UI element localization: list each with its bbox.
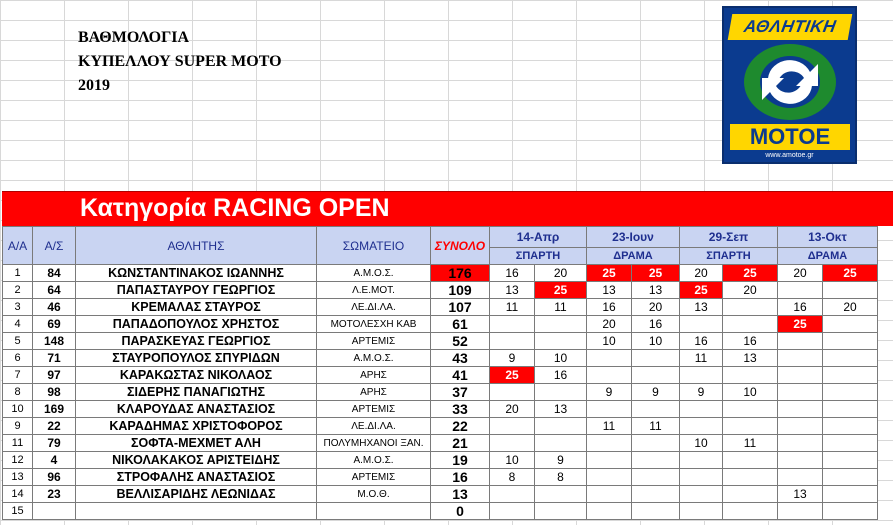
row-points-cell[interactable] (778, 503, 823, 520)
row-points-cell[interactable] (587, 452, 632, 469)
row-position-cell[interactable]: 9 (3, 418, 33, 435)
row-bike-number-cell[interactable]: 79 (33, 435, 76, 452)
row-club-cell[interactable]: ΛΕ.ΔΙ.ΛΑ. (317, 418, 431, 435)
row-points-cell[interactable] (632, 401, 680, 418)
table-row (3, 333, 878, 350)
standings-rows (3, 265, 878, 520)
row-points-cell[interactable]: 13 (587, 282, 632, 299)
row-points-cell[interactable] (490, 486, 535, 503)
row-points-cell[interactable] (778, 367, 823, 384)
row-points-cell[interactable] (778, 401, 823, 418)
row-position-cell[interactable]: 11 (3, 435, 33, 452)
row-points-cell[interactable] (490, 316, 535, 333)
category-title: Κατηγορία RACING OPEN (80, 194, 390, 222)
row-points-cell[interactable] (778, 350, 823, 367)
row-club-cell[interactable]: ΑΡΤΕΜΙΣ (317, 401, 431, 418)
row-points-cell[interactable]: 16 (535, 367, 587, 384)
row-points-cell[interactable] (778, 435, 823, 452)
row-points-cell[interactable]: 10 (723, 384, 778, 401)
row-points-cell[interactable] (680, 452, 723, 469)
row-points-cell[interactable] (587, 350, 632, 367)
row-points-cell[interactable] (723, 367, 778, 384)
row-points-cell[interactable] (680, 469, 723, 486)
row-points-cell[interactable] (587, 486, 632, 503)
row-total-cell[interactable]: 107 (431, 299, 490, 316)
row-points-cell[interactable] (823, 452, 878, 469)
row-points-cell[interactable]: 25 (823, 265, 878, 282)
table-row (3, 486, 878, 503)
row-bike-number-cell[interactable] (33, 503, 76, 520)
row-points-cell[interactable]: 11 (632, 418, 680, 435)
header-aa: Α/Α (3, 227, 33, 265)
row-total-cell[interactable]: 61 (431, 316, 490, 333)
row-points-cell[interactable] (535, 435, 587, 452)
row-points-cell[interactable]: 16 (723, 333, 778, 350)
row-athlete-name-cell[interactable]: ΚΑΡΑΔΗΜΑΣ ΧΡΙΣΤΟΦΟΡΟΣ (76, 418, 317, 435)
row-position-cell[interactable]: 12 (3, 452, 33, 469)
row-club-cell[interactable]: ΠΟΛΥΜΗΧΑΝΟΙ ΞΑΝ. (317, 435, 431, 452)
row-points-cell[interactable] (823, 435, 878, 452)
row-points-cell[interactable]: 11 (680, 350, 723, 367)
row-points-cell[interactable] (823, 367, 878, 384)
row-points-cell[interactable]: 9 (490, 350, 535, 367)
document-header (78, 26, 282, 98)
row-points-cell[interactable]: 10 (490, 452, 535, 469)
header-total: ΣΥΝΟΛΟ (431, 227, 490, 265)
row-athlete-name-cell[interactable]: ΒΕΛΛΙΣΑΡΙΔΗΣ ΛΕΩΝΙΔΑΣ (76, 486, 317, 503)
row-position-cell[interactable]: 13 (3, 469, 33, 486)
row-position-cell[interactable]: 5 (3, 333, 33, 350)
row-points-cell[interactable]: 11 (535, 299, 587, 316)
header-title-line1: ΒΑΘΜΟΛΟΓΙΑ (78, 29, 190, 46)
row-position-cell[interactable]: 2 (3, 282, 33, 299)
row-points-cell[interactable]: 25 (723, 265, 778, 282)
row-points-cell[interactable] (490, 435, 535, 452)
row-points-cell[interactable] (490, 384, 535, 401)
row-points-cell[interactable] (823, 316, 878, 333)
row-points-cell[interactable]: 9 (587, 384, 632, 401)
row-total-cell[interactable]: 33 (431, 401, 490, 418)
row-points-cell[interactable] (535, 333, 587, 350)
table-row (3, 384, 878, 401)
row-points-cell[interactable]: 13 (778, 486, 823, 503)
row-points-cell[interactable]: 9 (680, 384, 723, 401)
row-points-cell[interactable] (778, 452, 823, 469)
row-position-cell[interactable]: 15 (3, 503, 33, 520)
row-points-cell[interactable] (778, 282, 823, 299)
row-athlete-name-cell[interactable]: ΠΑΠΑΔΟΠΟΥΛΟΣ ΧΡΗΣΤΟΣ (76, 316, 317, 333)
row-total-cell[interactable]: 109 (431, 282, 490, 299)
logo-url: www.amotoe.gr (765, 152, 814, 159)
row-athlete-name-cell[interactable]: ΝΙΚΟΛΑΚΑΚΟΣ ΑΡΙΣΤΕΙΔΗΣ (76, 452, 317, 469)
row-points-cell[interactable] (587, 435, 632, 452)
row-club-cell[interactable]: Μ.Ο.Θ. (317, 486, 431, 503)
event-venue-2: ΔΡΑΜΑ (587, 248, 680, 265)
row-points-cell[interactable] (823, 401, 878, 418)
row-bike-number-cell[interactable]: 4 (33, 452, 76, 469)
row-bike-number-cell[interactable]: 64 (33, 282, 76, 299)
row-total-cell[interactable]: 16 (431, 469, 490, 486)
event-venue-1: ΣΠΑΡΤΗ (490, 248, 587, 265)
row-points-cell[interactable]: 20 (535, 265, 587, 282)
row-bike-number-cell[interactable]: 71 (33, 350, 76, 367)
row-points-cell[interactable] (587, 401, 632, 418)
row-club-cell[interactable]: ΜΟΤΟΛΕΣΧΗ ΚΑΒ (317, 316, 431, 333)
row-points-cell[interactable] (823, 469, 878, 486)
row-bike-number-cell[interactable]: 84 (33, 265, 76, 282)
header-title-line2: ΚΥΠΕΛΛΟΥ SUPER MOTO (78, 53, 282, 70)
row-club-cell[interactable]: ΑΡΗΣ (317, 384, 431, 401)
row-total-cell[interactable]: 37 (431, 384, 490, 401)
row-points-cell[interactable] (535, 418, 587, 435)
row-points-cell[interactable]: 16 (778, 299, 823, 316)
row-bike-number-cell[interactable]: 46 (33, 299, 76, 316)
row-points-cell[interactable] (723, 316, 778, 333)
row-club-cell[interactable]: Α.Μ.Ο.Σ. (317, 452, 431, 469)
header-as: Α/Σ (33, 227, 76, 265)
federation-logo (722, 6, 857, 164)
table-row (3, 418, 878, 435)
row-bike-number-cell[interactable]: 97 (33, 367, 76, 384)
row-club-cell[interactable]: Λ.Ε.ΜΟΤ. (317, 282, 431, 299)
row-points-cell[interactable]: 10 (680, 435, 723, 452)
table-row (3, 350, 878, 367)
row-points-cell[interactable] (823, 486, 878, 503)
row-athlete-name-cell[interactable]: ΚΑΡΑΚΩΣΤΑΣ ΝΙΚΟΛΑΟΣ (76, 367, 317, 384)
row-points-cell[interactable]: 8 (535, 469, 587, 486)
row-points-cell[interactable] (723, 452, 778, 469)
row-points-cell[interactable] (680, 486, 723, 503)
row-total-cell[interactable]: 0 (431, 503, 490, 520)
row-club-cell[interactable]: ΑΡΗΣ (317, 367, 431, 384)
row-club-cell[interactable]: ΑΡΤΕΜΙΣ (317, 469, 431, 486)
row-position-cell[interactable]: 7 (3, 367, 33, 384)
row-club-cell[interactable]: ΑΡΤΕΜΙΣ (317, 333, 431, 350)
row-position-cell[interactable]: 8 (3, 384, 33, 401)
logo-top-word: ΑΘΛΗΤΙΚΗ (728, 14, 853, 40)
row-total-cell[interactable]: 13 (431, 486, 490, 503)
row-total-cell[interactable]: 22 (431, 418, 490, 435)
row-points-cell[interactable]: 25 (778, 316, 823, 333)
row-points-cell[interactable] (490, 503, 535, 520)
table-row (3, 265, 878, 282)
row-points-cell[interactable] (680, 367, 723, 384)
row-points-cell[interactable]: 16 (680, 333, 723, 350)
row-points-cell[interactable] (823, 350, 878, 367)
row-points-cell[interactable]: 13 (535, 401, 587, 418)
row-points-cell[interactable]: 25 (535, 282, 587, 299)
row-points-cell[interactable] (823, 503, 878, 520)
row-club-cell[interactable]: Α.Μ.Ο.Σ. (317, 265, 431, 282)
row-club-cell[interactable] (317, 503, 431, 520)
event-date-2: 23-Ιουν (587, 227, 680, 248)
row-points-cell[interactable] (680, 503, 723, 520)
table-row (3, 452, 878, 469)
row-points-cell[interactable] (680, 316, 723, 333)
row-points-cell[interactable]: 10 (632, 333, 680, 350)
table-row (3, 469, 878, 486)
row-points-cell[interactable]: 20 (823, 299, 878, 316)
row-bike-number-cell[interactable]: 96 (33, 469, 76, 486)
row-points-cell[interactable] (723, 299, 778, 316)
event-venue-4: ΔΡΑΜΑ (778, 248, 878, 265)
row-athlete-name-cell[interactable]: ΚΡΕΜΑΛΑΣ ΣΤΑΥΡΟΣ (76, 299, 317, 316)
row-athlete-name-cell[interactable]: ΠΑΡΑΣΚΕΥΑΣ ΓΕΩΡΓΙΟΣ (76, 333, 317, 350)
row-points-cell[interactable] (723, 401, 778, 418)
event-venue-3: ΣΠΑΡΤΗ (680, 248, 778, 265)
row-athlete-name-cell[interactable]: ΣΤΡΟΦΑΛΗΣ ΑΝΑΣΤΑΣΙΟΣ (76, 469, 317, 486)
table-row (3, 401, 878, 418)
table-row (3, 282, 878, 299)
row-points-cell[interactable] (490, 418, 535, 435)
row-bike-number-cell[interactable]: 22 (33, 418, 76, 435)
row-club-cell[interactable]: ΛΕ.ΔΙ.ΛΑ. (317, 299, 431, 316)
row-position-cell[interactable]: 10 (3, 401, 33, 418)
row-position-cell[interactable]: 6 (3, 350, 33, 367)
row-position-cell[interactable]: 1 (3, 265, 33, 282)
row-points-cell[interactable]: 11 (723, 435, 778, 452)
header-athlete: ΑΘΛΗΤΗΣ (76, 227, 317, 265)
logo-bottom-word: ΜΟΤΟΕ (730, 124, 850, 150)
row-points-cell[interactable]: 9 (632, 384, 680, 401)
row-points-cell[interactable]: 25 (632, 265, 680, 282)
row-points-cell[interactable] (723, 418, 778, 435)
row-points-cell[interactable]: 13 (490, 282, 535, 299)
row-points-cell[interactable]: 20 (680, 265, 723, 282)
row-athlete-name-cell[interactable]: ΣΤΑΥΡΟΠΟΥΛΟΣ ΣΠΥΡΙΔΩΝ (76, 350, 317, 367)
row-position-cell[interactable]: 3 (3, 299, 33, 316)
row-points-cell[interactable]: 20 (723, 282, 778, 299)
row-points-cell[interactable] (535, 503, 587, 520)
row-points-cell[interactable]: 16 (490, 265, 535, 282)
row-athlete-name-cell[interactable]: ΠΑΠΑΣΤΑΥΡΟΥ ΓΕΩΡΓΙΟΣ (76, 282, 317, 299)
event-date-1: 14-Απρ (490, 227, 587, 248)
row-points-cell[interactable] (778, 333, 823, 350)
table-row (3, 367, 878, 384)
row-points-cell[interactable] (632, 469, 680, 486)
header-club: ΣΩΜΑΤΕΙΟ (317, 227, 431, 265)
row-points-cell[interactable]: 16 (632, 316, 680, 333)
row-position-cell[interactable]: 4 (3, 316, 33, 333)
table-row (3, 299, 878, 316)
header-year: 2019 (78, 77, 110, 94)
row-points-cell[interactable] (778, 384, 823, 401)
row-position-cell[interactable]: 14 (3, 486, 33, 503)
table-row (3, 503, 878, 520)
row-points-cell[interactable]: 9 (535, 452, 587, 469)
standings-table (2, 226, 878, 520)
row-total-cell[interactable]: 176 (431, 265, 490, 282)
row-points-cell[interactable] (632, 503, 680, 520)
row-points-cell[interactable]: 8 (490, 469, 535, 486)
row-points-cell[interactable] (823, 418, 878, 435)
row-points-cell[interactable] (535, 316, 587, 333)
row-total-cell[interactable]: 41 (431, 367, 490, 384)
row-points-cell[interactable]: 10 (587, 333, 632, 350)
row-points-cell[interactable]: 11 (587, 418, 632, 435)
row-points-cell[interactable]: 20 (587, 316, 632, 333)
row-points-cell[interactable] (723, 503, 778, 520)
row-bike-number-cell[interactable]: 23 (33, 486, 76, 503)
row-total-cell[interactable]: 52 (431, 333, 490, 350)
row-points-cell[interactable] (680, 401, 723, 418)
event-date-3: 29-Σεπ (680, 227, 778, 248)
row-points-cell[interactable] (723, 469, 778, 486)
row-points-cell[interactable] (823, 333, 878, 350)
row-points-cell[interactable] (535, 384, 587, 401)
row-athlete-name-cell[interactable] (76, 503, 317, 520)
row-points-cell[interactable] (632, 367, 680, 384)
row-total-cell[interactable]: 43 (431, 350, 490, 367)
row-athlete-name-cell[interactable]: ΚΛΑΡΟΥΔΑΣ ΑΝΑΣΤΑΣΙΟΣ (76, 401, 317, 418)
row-points-cell[interactable]: 20 (778, 265, 823, 282)
row-points-cell[interactable] (778, 418, 823, 435)
row-bike-number-cell[interactable]: 169 (33, 401, 76, 418)
row-points-cell[interactable] (535, 486, 587, 503)
row-total-cell[interactable]: 21 (431, 435, 490, 452)
row-athlete-name-cell[interactable]: ΚΩΝΣΤΑΝΤΙΝΑΚΟΣ ΙΩΑΝΝΗΣ (76, 265, 317, 282)
row-points-cell[interactable] (587, 367, 632, 384)
row-points-cell[interactable] (632, 435, 680, 452)
row-points-cell[interactable]: 13 (632, 282, 680, 299)
row-points-cell[interactable]: 25 (490, 367, 535, 384)
row-points-cell[interactable]: 25 (587, 265, 632, 282)
table-row (3, 316, 878, 333)
row-points-cell[interactable]: 25 (680, 282, 723, 299)
row-points-cell[interactable] (587, 469, 632, 486)
row-points-cell[interactable] (632, 452, 680, 469)
row-bike-number-cell[interactable]: 98 (33, 384, 76, 401)
row-points-cell[interactable] (632, 486, 680, 503)
row-points-cell[interactable]: 20 (490, 401, 535, 418)
row-bike-number-cell[interactable]: 69 (33, 316, 76, 333)
row-athlete-name-cell[interactable]: ΣΟΦΤΑ-ΜΕΧΜΕΤ ΑΛΗ (76, 435, 317, 452)
row-points-cell[interactable]: 11 (490, 299, 535, 316)
logo-emblem-icon (738, 42, 842, 122)
row-points-cell[interactable] (632, 350, 680, 367)
row-points-cell[interactable] (823, 282, 878, 299)
row-points-cell[interactable] (490, 333, 535, 350)
event-date-4: 13-Οκτ (778, 227, 878, 248)
row-points-cell[interactable] (778, 469, 823, 486)
row-points-cell[interactable] (587, 503, 632, 520)
row-points-cell[interactable]: 13 (723, 350, 778, 367)
row-points-cell[interactable]: 20 (632, 299, 680, 316)
row-points-cell[interactable] (723, 486, 778, 503)
row-points-cell[interactable]: 16 (587, 299, 632, 316)
row-points-cell[interactable] (680, 418, 723, 435)
row-total-cell[interactable]: 19 (431, 452, 490, 469)
table-row (3, 435, 878, 452)
row-points-cell[interactable] (823, 384, 878, 401)
row-athlete-name-cell[interactable]: ΣΙΔΕΡΗΣ ΠΑΝΑΓΙΩΤΗΣ (76, 384, 317, 401)
row-points-cell[interactable]: 13 (680, 299, 723, 316)
row-club-cell[interactable]: Α.Μ.Ο.Σ. (317, 350, 431, 367)
row-points-cell[interactable]: 10 (535, 350, 587, 367)
category-title-bar (2, 191, 893, 226)
row-bike-number-cell[interactable]: 148 (33, 333, 76, 350)
